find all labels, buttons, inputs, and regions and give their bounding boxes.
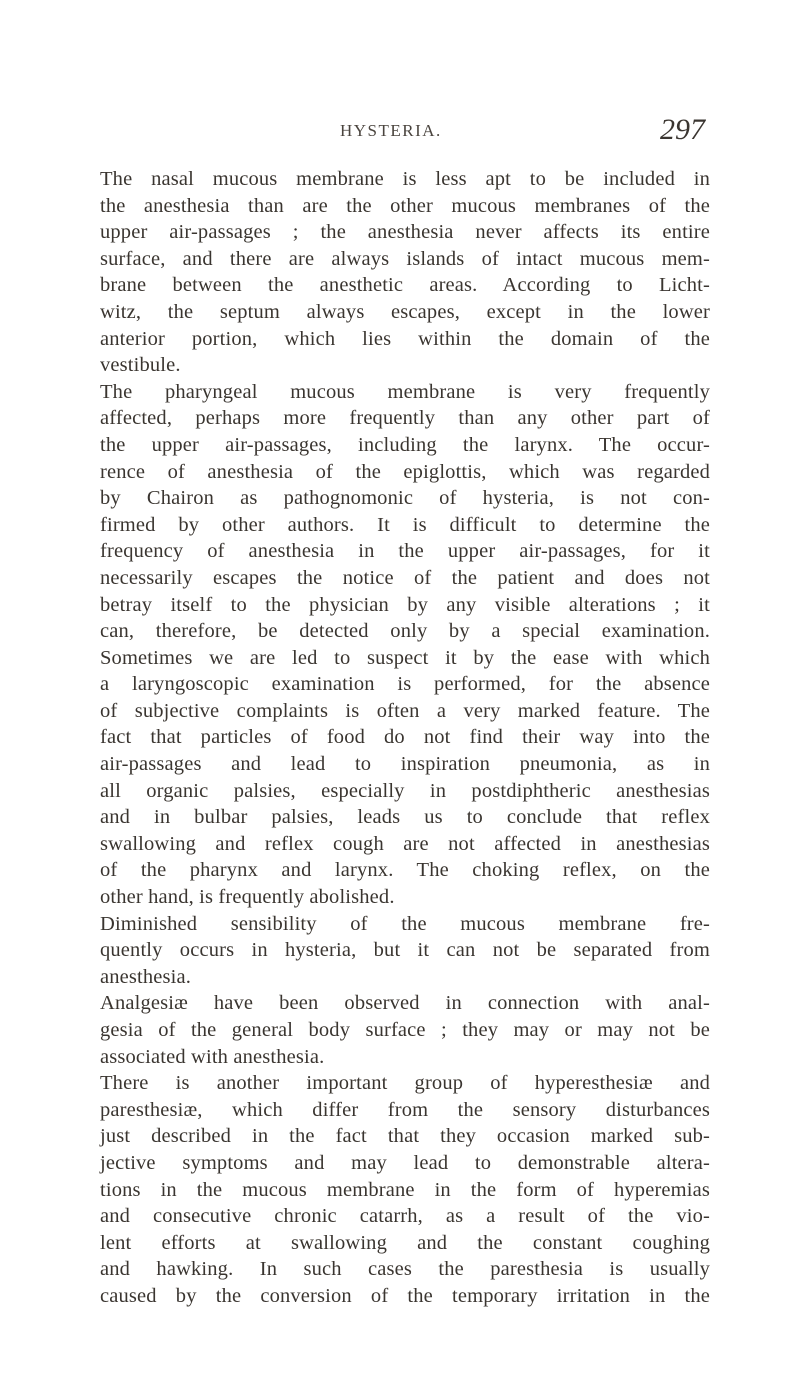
text-line: fact that particles of food do not find their way into the xyxy=(100,726,710,749)
text-line: Diminished sensibility of the mucous membrane fre- xyxy=(100,912,710,935)
text-line: gesia of the general body surface ; they may or may not be xyxy=(100,1019,710,1041)
text-line: other hand, is frequently abolished. xyxy=(100,886,395,909)
text-line: quently occurs in hysteria, but it can not be separated from xyxy=(100,939,710,962)
text-line: and hawking. In such cases the paresthesia is usually xyxy=(100,1258,710,1281)
page-number: 297 xyxy=(660,113,705,146)
text-line: swallowing and reflex cough are not affected in anesthesias xyxy=(100,832,710,855)
text-line: The pharyngeal mucous membrane is very frequently xyxy=(100,380,710,403)
text-line: brane between the anesthetic areas. According to Licht- xyxy=(100,274,710,297)
text-line: The nasal mucous membrane is less apt to be included in xyxy=(100,168,710,190)
text-line: tions in the mucous membrane in the form of hyperemias xyxy=(100,1178,710,1201)
text-line: necessarily escapes the notice of the patient and does not xyxy=(100,566,710,589)
running-head xyxy=(100,113,705,153)
text-line: of subjective complaints is often a very marked feature. The xyxy=(100,699,710,722)
text-line: Analgesiæ have been observed in connection with anal- xyxy=(100,992,710,1015)
text-line: witz, the septum always escapes, except in the lower xyxy=(100,300,710,323)
text-line: affected, perhaps more frequently than any other part of xyxy=(100,407,710,430)
text-line: frequency of anesthesia in the upper air-passages, for it xyxy=(100,540,710,563)
running-head-title: HYSTERIA. xyxy=(340,121,442,140)
text-line: the anesthesia than are the other mucous membranes of the xyxy=(100,194,710,217)
text-line: upper air-passages ; the anesthesia never affects its entire xyxy=(100,221,710,244)
text-line: a laryngoscopic examination is performed, for the absence xyxy=(100,673,710,696)
text-line: betray itself to the physician by any visible alterations ; it xyxy=(100,593,710,616)
text-line: paresthesiæ, which differ from the sensory disturbances xyxy=(100,1098,710,1121)
text-line: can, therefore, be detected only by a special examination. xyxy=(100,620,710,643)
text-line: caused by the conversion of the temporary irritation in the xyxy=(100,1284,710,1307)
text-line: anterior portion, which lies within the domain of the xyxy=(100,327,710,350)
text-line: of the pharynx and larynx. The choking reflex, on the xyxy=(100,859,710,882)
text-line: associated with anesthesia. xyxy=(100,1045,325,1068)
text-line: air-passages and lead to inspiration pneumonia, as in xyxy=(100,753,710,776)
text-line: anesthesia. xyxy=(100,965,192,988)
text-line: vestibule. xyxy=(100,354,181,377)
text-line: by Chairon as pathognomonic of hysteria, is not con- xyxy=(100,487,710,510)
text-line: firmed by other authors. It is difficult to determine the xyxy=(100,513,710,536)
text-line: Sometimes we are led to suspect it by the ease with which xyxy=(100,646,710,669)
text-line: rence of anesthesia of the epiglottis, which was regarded xyxy=(100,460,710,483)
text-line: and in bulbar palsies, leads us to conclude that reflex xyxy=(100,806,710,829)
text-line: jective symptoms and may lead to demonstrable altera- xyxy=(100,1151,710,1174)
text-line: all organic palsies, especially in postdiphtheric anesthesias xyxy=(100,779,710,802)
text-line: and consecutive chronic catarrh, as a result of the vio- xyxy=(100,1205,710,1228)
text-line: the upper air-passages, including the larynx. The occur- xyxy=(100,433,710,456)
text-line: surface, and there are always islands of intact mucous mem- xyxy=(100,247,710,270)
body-text xyxy=(100,166,710,1310)
text-line: just described in the fact that they occasion marked sub- xyxy=(100,1125,710,1148)
text-line: lent efforts at swallowing and the constant coughing xyxy=(100,1231,710,1254)
text-line: There is another important group of hyperesthesiæ and xyxy=(100,1072,710,1095)
